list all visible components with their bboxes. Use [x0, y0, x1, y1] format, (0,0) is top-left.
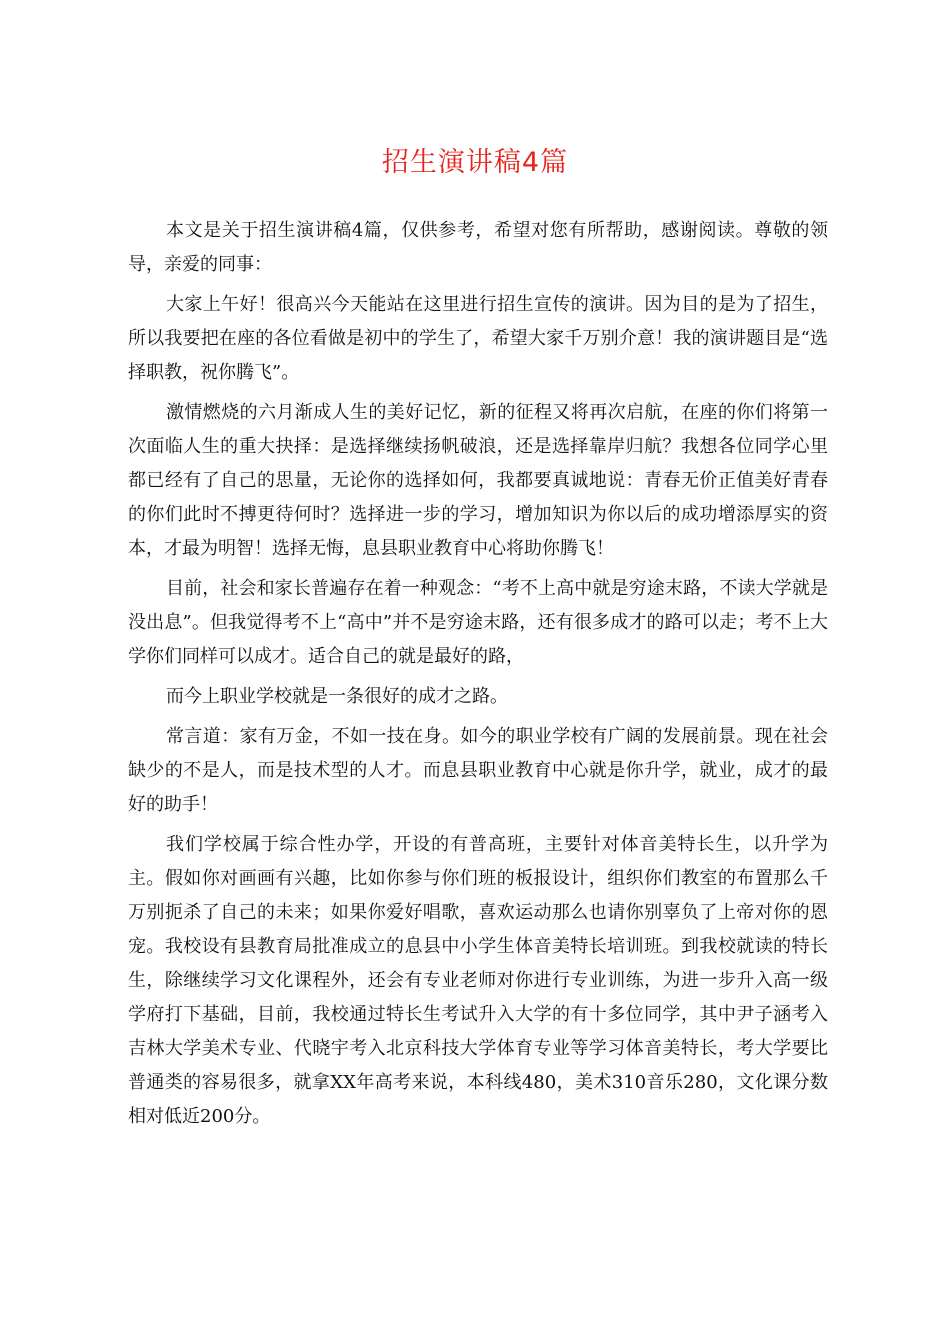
paragraph-vocational-path: 而今上职业学校就是一条很好的成才之路。	[166, 686, 508, 707]
paragraph-saying: 常言道：家有万金，不如一技在身。如今的职业学校有广阔的发展前景。现在社会缺少的不是人，而是技术型的人才。而息县职业教育中心就是你升学，就业，成才的最好的助手！	[128, 726, 828, 815]
document-body	[128, 214, 828, 1140]
paragraph-school-intro: 我们学校属于综合性办学，开设的有普高班，主要针对体音美特长生，以升学为主。假如你对画画有兴趣，比如你参与你们班的板报设计，组织你们教室的布置那么千万别扼杀了自己的未来；如果你爱好唱歌，喜欢运动那么也请你别辜负了上帝对你的恩宠。我校设有县教育局批准成立的息县中小学生体音美特长培训班。到我校就读的特长生，除继续学习文化课程外，还会有专业老师对你进行专业训练，为进一步升入高一级学府打下基础，目前，我校通过特长生考试升入大学的有十多位同学，其中尹子涵考入吉林大学美术专业、代晓宇考入北京科技大学体育专业等学习体音美特长，考大学要比普通类的容易很多，就拿XX年高考来说，本科线480，美术310音乐280，文化课分数相对低近200分。	[128, 834, 828, 1127]
page-title: 招生演讲稿4篇	[381, 147, 569, 178]
paragraph-june: 激情燃烧的六月渐成人生的美好记忆，新的征程又将再次启航，在座的你们将第一次面临人生的重大抉择：是选择继续扬帆破浪，还是选择靠岸归航？我想各位同学心里都已经有了自己的思量，无论你的选择如何，我都要真诚地说：青春无价正值美好青春的你们此时不搏更待何时？选择进一步的学习，增加知识为你以后的成功增添厚实的资本，才最为明智！选择无悔，息县职业教育中心将助你腾飞！	[128, 402, 828, 559]
paragraph-intro: 本文是关于招生演讲稿4篇，仅供参考，希望对您有所帮助，感谢阅读。尊敬的领导，亲爱的同事：	[128, 220, 828, 275]
paragraph-current-view: 目前，社会和家长普遍存在着一种观念：“考不上高中就是穷途末路，不读大学就是没出息”。但我觉得考不上“高中”并不是穷途末路，还有很多成才的路可以走；考不上大学你们同样可以成才。适合自己的就是最好的路，	[128, 578, 828, 667]
paragraph-greeting: 大家上午好！很高兴今天能站在这里进行招生宣传的演讲。因为目的是为了招生，所以我要把在座的各位看做是初中的学生了，希望大家千万别介意！我的演讲题目是“选择职教，祝你腾飞”。	[128, 294, 828, 383]
